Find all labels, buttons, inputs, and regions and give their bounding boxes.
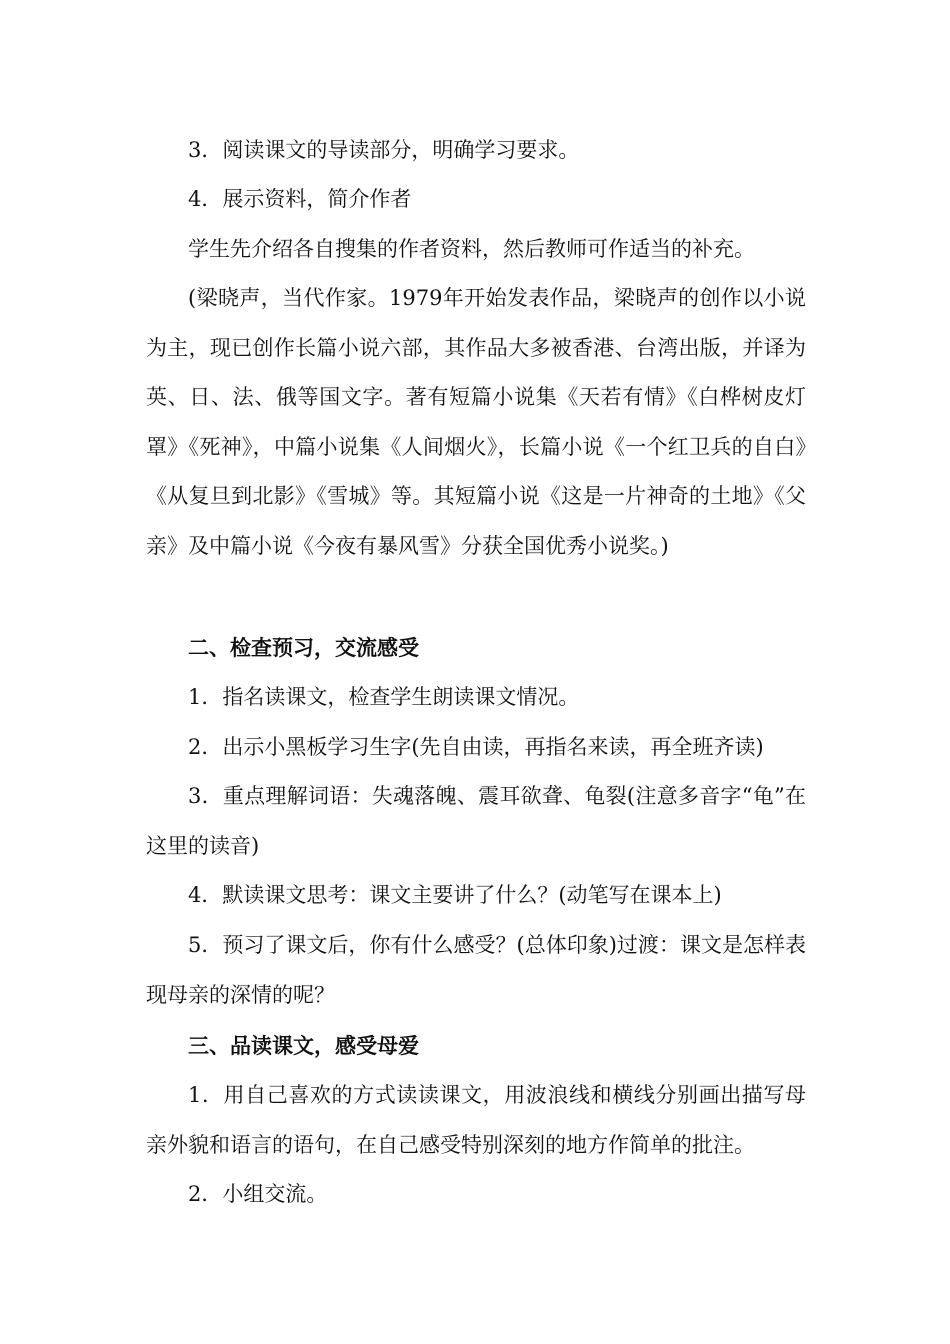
paragraph-step-4-author: 4．展示资料，简介作者 bbox=[188, 187, 412, 211]
paragraph-check-1: 1．指名读课文，检查学生朗读课文情况。 bbox=[188, 685, 580, 709]
paragraph-step-3-guide: 3．阅读课文的导读部分，明确学习要求。 bbox=[188, 138, 580, 162]
paragraph-author-bio: (梁晓声，当代作家。1979年开始发表作品，梁晓声的创作以小说为主，现已创作长篇小说六部，其作品大多被香港、台湾出版，并译为英、日、法、俄等国文字。著有短篇小说集《天若有情》《白桦树皮灯罩》《死神》，中篇小说集《人间烟火》，长篇小说《一个红卫兵的自白》《从复旦到北影》《雪城》等。其短篇小说《这是一片神奇的土地》《父亲》及中篇小说《今夜有暴风雪》分获全国优秀小说奖。) bbox=[146, 286, 806, 558]
paragraph-check-4: 4．默读课文思考：课文主要讲了什么？(动笔写在课本上) bbox=[188, 883, 722, 907]
section-heading-2: 二、检查预习，交流感受 bbox=[188, 636, 419, 660]
paragraph-check-5: 5．预习了课文后，你有什么感受？(总体印象)过渡：课文是怎样表现母亲的深情的呢？ bbox=[146, 933, 806, 1007]
paragraph-author-intro: 学生先介绍各自搜集的作者资料，然后教师可作适当的补充。 bbox=[188, 237, 755, 261]
paragraph-check-2: 2．出示小黑板学习生字(先自由读，再指名来读，再全班齐读) bbox=[188, 735, 764, 759]
paragraph-check-3: 3．重点理解词语：失魂落魄、震耳欲聋、龟裂(注意多音字“龟”在这里的读音) bbox=[146, 784, 806, 858]
paragraph-read-2: 2．小组交流。 bbox=[188, 1182, 328, 1206]
section-heading-3: 三、品读课文，感受母爱 bbox=[188, 1034, 419, 1058]
paragraph-read-1: 1．用自己喜欢的方式读读课文，用波浪线和横线分别画出描写母亲外貌和语言的语句，在自己感受特别深刻的地方作简单的批注。 bbox=[146, 1083, 806, 1157]
